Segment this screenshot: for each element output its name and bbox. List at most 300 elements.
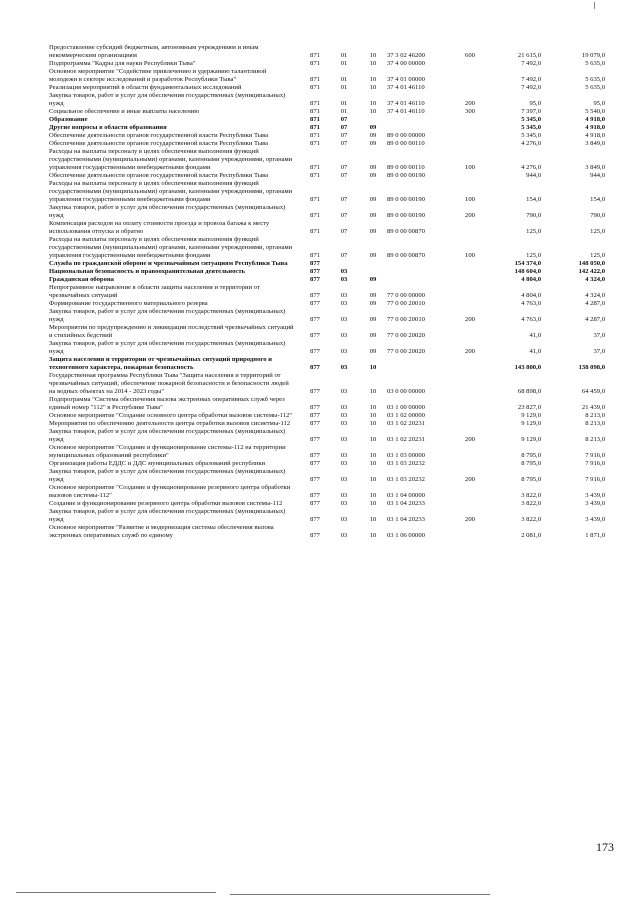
row-subsection: 10 <box>369 452 377 459</box>
row-subsection <box>359 260 387 268</box>
row-amount-actual: 8 213,0 <box>585 420 605 427</box>
row-expense-type <box>457 140 483 148</box>
row-expense-type <box>457 132 483 140</box>
row-name: Основное мероприятие "Развитие и модернизация системы обеспечения вызова экстренных оперативных служб по единому <box>49 524 274 539</box>
row-name: Основное мероприятие "Создание и функционирование резервного центра обработки вызовов системы-112" <box>49 484 291 499</box>
row-ministry-code: 877 <box>310 412 320 419</box>
row-ministry-code: 877 <box>310 388 320 395</box>
row-ministry-code: 877 <box>310 260 320 267</box>
row-name: Мероприятия по предупреждению и ликвидации последствий чрезвычайных ситуаций и стихийных бедствий <box>49 324 294 339</box>
row-ministry-code: 871 <box>310 60 320 67</box>
row-subsection: 09 <box>369 292 377 299</box>
row-amount-actual: 138 098,0 <box>578 364 605 371</box>
row-section: 03 <box>340 348 348 355</box>
row-section: 03 <box>340 404 348 411</box>
row-amount-actual: 7 916,0 <box>585 476 605 483</box>
row-amount-actual: 3 439,0 <box>585 516 605 523</box>
scan-mark <box>594 2 595 9</box>
row-expense-type <box>457 172 483 180</box>
row-expense-type: 200 <box>465 316 475 323</box>
row-name: Создание и функционирование резервного центра обработки вызовов системы-112 <box>49 500 283 507</box>
row-name: Подпрограмма "Система обеспечения вызова экстренных оперативных служб через единый номер "112" в Республике Тыва" <box>49 396 285 411</box>
table-row <box>49 356 605 372</box>
table-row <box>49 140 605 148</box>
row-amount-actual: 21 439,0 <box>581 404 605 411</box>
row-amount-plan: 9 129,0 <box>521 420 541 427</box>
row-target-article <box>387 356 457 372</box>
table-row <box>49 284 605 300</box>
row-target-article: 89 0 00 00870 <box>387 252 425 259</box>
row-section: 07 <box>340 252 348 259</box>
row-name: Обеспечение деятельности органов государственной власти Республики Тыва <box>49 132 269 139</box>
table-row <box>49 220 605 236</box>
row-section: 03 <box>340 316 348 323</box>
row-expense-type <box>457 444 483 460</box>
row-amount-plan: 5 345,0 <box>521 124 541 131</box>
row-section: 03 <box>340 516 348 523</box>
row-subsection: 10 <box>369 404 377 411</box>
table-row <box>49 460 605 468</box>
table-row <box>49 260 605 268</box>
row-target-article: 03 0 00 00000 <box>387 388 425 395</box>
row-target-article: 89 0 00 00870 <box>387 228 425 235</box>
table-row <box>49 276 605 284</box>
row-subsection: 10 <box>369 436 377 443</box>
row-amount-actual: 37,0 <box>593 348 605 355</box>
table-row <box>49 428 605 444</box>
row-target-article: 37 4 01 00000 <box>387 76 425 83</box>
row-amount-actual: 64 459,0 <box>581 388 605 395</box>
row-amount-actual: 3 439,0 <box>585 500 605 507</box>
row-amount-actual: 4 287,0 <box>585 300 605 307</box>
table-row <box>49 116 605 124</box>
table-row <box>49 180 605 204</box>
row-subsection: 09 <box>369 252 377 259</box>
row-amount-actual: 154,0 <box>590 196 605 203</box>
row-ministry-code: 877 <box>310 276 320 283</box>
row-section: 07 <box>340 164 348 171</box>
table-row <box>49 268 605 276</box>
row-expense-type <box>457 460 483 468</box>
row-name: Формирование государственного материального резерва <box>49 300 208 307</box>
row-amount-plan: 7 492,0 <box>521 60 541 67</box>
row-expense-type: 200 <box>465 516 475 523</box>
row-section: 03 <box>340 412 348 419</box>
table-row <box>49 324 605 340</box>
table-row <box>49 340 605 356</box>
row-ministry-code: 871 <box>310 132 320 139</box>
row-amount-actual: 5 635,0 <box>585 84 605 91</box>
table-row <box>49 148 605 172</box>
row-amount-actual: 142 422,0 <box>578 268 605 275</box>
row-name: Компенсация расходов на оплату стоимости проезда и провоза багажа к месту использования отпуска и обратно <box>49 220 270 235</box>
row-target-article: 03 1 02 00000 <box>387 412 425 419</box>
row-amount-plan: 154 374,0 <box>514 260 541 267</box>
row-target-article: 77 0 00 20010 <box>387 300 425 307</box>
row-expense-type <box>457 356 483 372</box>
row-ministry-code: 877 <box>310 452 320 459</box>
row-ministry-code: 877 <box>310 332 320 339</box>
row-amount-actual: 8 213,0 <box>585 412 605 419</box>
row-amount-actual: 4 324,0 <box>585 292 605 299</box>
row-subsection: 09 <box>369 228 377 235</box>
row-section: 03 <box>340 388 348 395</box>
row-subsection: 09 <box>369 300 377 307</box>
row-target-article: 03 1 04 20233 <box>387 500 425 507</box>
row-expense-type: 200 <box>465 348 475 355</box>
row-amount-actual: 5 635,0 <box>585 76 605 83</box>
table-row <box>49 396 605 412</box>
row-amount-actual: 7 916,0 <box>585 452 605 459</box>
row-subsection: 10 <box>369 420 377 427</box>
row-amount-plan: 4 763,0 <box>521 300 541 307</box>
row-section: 03 <box>340 532 348 539</box>
row-subsection: 09 <box>369 332 377 339</box>
row-target-article: 89 0 00 00190 <box>387 172 425 179</box>
row-target-article <box>387 124 457 132</box>
table-row <box>49 172 605 180</box>
row-section: 03 <box>340 500 348 507</box>
row-amount-actual: 790,0 <box>590 212 605 219</box>
row-amount-plan: 23 827,0 <box>517 404 541 411</box>
row-subsection: 10 <box>369 388 377 395</box>
row-amount-plan: 41,0 <box>529 332 541 339</box>
row-ministry-code: 877 <box>310 300 320 307</box>
row-amount-actual: 8 213,0 <box>585 436 605 443</box>
row-ministry-code: 871 <box>310 84 320 91</box>
table-row <box>49 124 605 132</box>
row-section: 07 <box>340 212 348 219</box>
row-amount-plan: 125,0 <box>526 228 541 235</box>
row-subsection: 10 <box>369 84 377 91</box>
row-subsection: 10 <box>369 532 377 539</box>
row-amount-actual: 5 635,0 <box>585 60 605 67</box>
table-row <box>49 132 605 140</box>
row-name: Организация работы ЕДДС и ДДС муниципальных образований республики <box>49 460 266 467</box>
table-row <box>49 308 605 324</box>
row-target-article: 03 1 02 20231 <box>387 436 425 443</box>
row-amount-plan: 3 822,0 <box>521 500 541 507</box>
row-name: Социальное обеспечение и иные выплаты населению <box>49 108 200 115</box>
row-ministry-code: 871 <box>310 124 320 131</box>
row-target-article: 37 3 02 46200 <box>387 52 425 59</box>
row-ministry-code: 877 <box>310 292 320 299</box>
row-expense-type <box>457 396 483 412</box>
row-subsection: 10 <box>369 492 377 499</box>
row-expense-type <box>457 124 483 132</box>
row-section: 03 <box>340 436 348 443</box>
row-name: Другие вопросы в области образования <box>49 124 167 131</box>
row-target-article: 77 0 00 20020 <box>387 348 425 355</box>
row-section: 03 <box>340 268 348 275</box>
row-amount-actual: 4 324,0 <box>585 276 605 283</box>
row-amount-plan: 7 397,0 <box>521 108 541 115</box>
row-amount-plan: 8 795,0 <box>521 476 541 483</box>
row-amount-plan: 143 800,0 <box>514 364 541 371</box>
row-amount-plan: 4 276,0 <box>521 140 541 147</box>
row-expense-type <box>457 260 483 268</box>
row-name: Государственная программа Республики Тыва "Защита населения и территорий от чрезвычайных ситуаций, обеспечение пожарной безопасности и безопасности людей на водных объектах на 2014 - 2023 годы" <box>49 372 289 395</box>
row-ministry-code: 877 <box>310 516 320 523</box>
row-expense-type <box>457 284 483 300</box>
table-row <box>49 508 605 524</box>
row-amount-actual: 3 849,0 <box>585 140 605 147</box>
row-name: Служба по гражданской обороне и чрезвычайным ситуациям Республики Тыва <box>49 260 288 267</box>
row-target-article: 03 1 02 20231 <box>387 420 425 427</box>
row-subsection: 10 <box>369 500 377 507</box>
row-section: 03 <box>340 420 348 427</box>
row-target-article <box>387 260 457 268</box>
row-section: 01 <box>340 108 348 115</box>
row-expense-type <box>457 372 483 396</box>
row-amount-actual: 95,0 <box>593 100 605 107</box>
row-target-article: 37 4 01 46110 <box>387 100 425 107</box>
row-target-article: 03 1 03 20232 <box>387 460 425 467</box>
table-row <box>49 412 605 420</box>
row-ministry-code: 877 <box>310 268 320 275</box>
row-amount-actual: 125,0 <box>590 228 605 235</box>
row-subsection: 10 <box>369 52 377 59</box>
row-section: 01 <box>340 100 348 107</box>
table-row <box>49 444 605 460</box>
row-section: 03 <box>340 276 348 283</box>
row-amount-actual: 3 849,0 <box>585 164 605 171</box>
row-name: Закупка товаров, работ и услуг для обеспечения государственных (муниципальных) нужд <box>49 508 286 523</box>
row-amount-actual: 1 871,0 <box>585 532 605 539</box>
row-ministry-code: 871 <box>310 228 320 235</box>
row-section: 03 <box>340 452 348 459</box>
row-name: Основное мероприятие "Создание основного центра обработки вызовов системы-112" <box>49 412 292 419</box>
row-section: 01 <box>340 60 348 67</box>
row-subsection: 09 <box>369 196 377 203</box>
row-ministry-code: 871 <box>310 116 320 123</box>
row-target-article: 03 1 03 20232 <box>387 476 425 483</box>
row-expense-type <box>457 324 483 340</box>
row-amount-plan: 790,0 <box>526 212 541 219</box>
table-row <box>49 500 605 508</box>
row-ministry-code: 871 <box>310 52 320 59</box>
row-section: 07 <box>340 116 348 123</box>
row-section: 07 <box>340 124 348 131</box>
row-expense-type <box>457 500 483 508</box>
row-target-article: 77 0 00 00000 <box>387 292 425 299</box>
row-expense-type <box>457 420 483 428</box>
row-amount-actual: 944,0 <box>590 172 605 179</box>
row-subsection: 09 <box>369 348 377 355</box>
row-expense-type: 100 <box>465 164 475 171</box>
row-target-article: 77 0 00 20010 <box>387 316 425 323</box>
row-target-article: 03 1 04 20233 <box>387 516 425 523</box>
row-amount-plan: 3 822,0 <box>521 492 541 499</box>
row-name: Закупка товаров, работ и услуг для обеспечения государственных (муниципальных) нужд <box>49 468 286 483</box>
row-ministry-code: 877 <box>310 492 320 499</box>
row-amount-plan: 21 615,0 <box>517 52 541 59</box>
row-section: 03 <box>340 300 348 307</box>
row-ministry-code: 871 <box>310 196 320 203</box>
table-row <box>49 108 605 116</box>
row-expense-type: 200 <box>465 436 475 443</box>
row-amount-plan: 4 804,0 <box>521 292 541 299</box>
row-expense-type: 200 <box>465 100 475 107</box>
row-target-article: 77 0 00 20020 <box>387 332 425 339</box>
row-amount-plan: 95,0 <box>529 100 541 107</box>
row-name: Непрограммное направление в области защиты населения и территории от чрезвычайных ситуаций <box>49 284 260 299</box>
row-expense-type: 200 <box>465 476 475 483</box>
row-ministry-code: 871 <box>310 100 320 107</box>
row-ministry-code: 877 <box>310 316 320 323</box>
row-ministry-code: 871 <box>310 108 320 115</box>
row-name: Закупка товаров, работ и услуг для обеспечения государственных (муниципальных) нужд <box>49 428 286 443</box>
row-target-article: 03 1 03 00000 <box>387 452 425 459</box>
row-amount-plan: 9 129,0 <box>521 436 541 443</box>
row-ministry-code: 871 <box>310 164 320 171</box>
row-expense-type: 300 <box>465 108 475 115</box>
row-target-article: 03 1 06 00000 <box>387 532 425 539</box>
row-amount-actual: 4 918,0 <box>585 124 605 131</box>
row-amount-plan: 4 763,0 <box>521 316 541 323</box>
row-target-article: 89 0 00 00110 <box>387 164 425 171</box>
row-target-article: 37 4 00 00000 <box>387 60 425 67</box>
row-amount-plan: 4 276,0 <box>521 164 541 171</box>
page-number: 173 <box>596 840 614 854</box>
row-section: 07 <box>340 196 348 203</box>
row-amount-plan: 5 345,0 <box>521 116 541 123</box>
row-subsection: 09 <box>369 276 377 283</box>
row-target-article: 03 1 00 00000 <box>387 404 425 411</box>
row-target-article <box>387 276 457 284</box>
row-expense-type <box>457 524 483 540</box>
row-subsection: 10 <box>369 460 377 467</box>
row-target-article <box>387 116 457 124</box>
row-subsection: 10 <box>369 516 377 523</box>
table-row <box>49 204 605 220</box>
row-ministry-code: 871 <box>310 212 320 219</box>
row-amount-plan: 8 795,0 <box>521 452 541 459</box>
table-row <box>49 60 605 68</box>
row-target-article: 89 0 00 00110 <box>387 140 425 147</box>
row-subsection <box>359 116 387 124</box>
row-name: Закупка товаров, работ и услуг для обеспечения государственных (муниципальных) нужд <box>49 340 286 355</box>
row-amount-actual: 4 918,0 <box>585 116 605 123</box>
table-row <box>49 84 605 92</box>
row-target-article <box>387 268 457 276</box>
row-ministry-code: 871 <box>310 76 320 83</box>
row-amount-plan: 2 081,0 <box>521 532 541 539</box>
row-amount-plan: 148 604,0 <box>514 268 541 275</box>
row-section: 03 <box>340 292 348 299</box>
row-amount-actual: 4 918,0 <box>585 132 605 139</box>
table-row <box>49 44 605 60</box>
row-subsection: 10 <box>369 100 377 107</box>
row-expense-type: 100 <box>465 196 475 203</box>
row-ministry-code: 877 <box>310 436 320 443</box>
row-expense-type <box>457 276 483 284</box>
row-name: Основное мероприятие "Содействие привлечению и удержанию талантливой молодежи в секторе исследований и разработок Республики Тыва" <box>49 68 267 83</box>
row-section: 01 <box>340 76 348 83</box>
row-section: 03 <box>340 492 348 499</box>
row-expense-type <box>457 300 483 308</box>
row-amount-actual: 125,0 <box>590 252 605 259</box>
table-row <box>49 468 605 484</box>
scan-edge-line <box>230 894 490 895</box>
row-section: 07 <box>340 132 348 139</box>
row-name: Расходы на выплаты персоналу в целях обеспечения выполнения функций государственными (муниципальными) органами, казенными учреждениями, органами управления государственными внебюджетными фондами <box>49 236 293 259</box>
row-amount-actual: 4 287,0 <box>585 316 605 323</box>
row-name: Мероприятия по обеспечению деятельности центра отработки вызовов сисиетмы-112 <box>49 420 291 427</box>
row-section: 03 <box>340 332 348 339</box>
row-expense-type <box>457 268 483 276</box>
table-row <box>49 372 605 396</box>
row-section: 07 <box>340 172 348 179</box>
row-subsection: 09 <box>369 124 377 131</box>
row-name: Защита населения и территории от чрезвычайных ситуаций природного и техногенного характера, пожарная безопасность <box>49 356 272 371</box>
row-section <box>329 260 359 268</box>
row-expense-type <box>457 60 483 68</box>
row-name: Предоставление субсидий бюджетным, автономным учреждениям и иным некоммерческим организациям <box>49 44 259 59</box>
row-expense-type <box>457 484 483 500</box>
row-expense-type <box>457 412 483 420</box>
row-target-article: 37 4 01 46110 <box>387 84 425 91</box>
table-row <box>49 68 605 84</box>
row-ministry-code: 877 <box>310 500 320 507</box>
table-row <box>49 300 605 308</box>
budget-table <box>49 44 605 540</box>
row-amount-actual: 7 916,0 <box>585 460 605 467</box>
scan-edge-line <box>16 892 216 893</box>
row-target-article: 89 0 00 00190 <box>387 196 425 203</box>
row-amount-plan: 5 345,0 <box>521 132 541 139</box>
row-subsection <box>359 268 387 276</box>
row-name: Основное мероприятие "Создание и функционирование системы-112 на территории муниципальных образований республики" <box>49 444 286 459</box>
row-amount-actual: 37,0 <box>593 332 605 339</box>
row-target-article: 37 4 01 46110 <box>387 108 425 115</box>
row-amount-actual: 5 540,0 <box>585 108 605 115</box>
row-name: Образование <box>49 116 88 123</box>
row-target-article: 03 1 04 00000 <box>387 492 425 499</box>
row-subsection: 10 <box>369 76 377 83</box>
row-expense-type <box>457 116 483 124</box>
row-name: Подпрограмма "Кадры для науки Республики Тыва" <box>49 60 196 67</box>
row-amount-actual: 19 079,0 <box>581 52 605 59</box>
row-section: 03 <box>340 460 348 467</box>
row-name: Расходы на выплаты персоналу в целях обеспечения выполнения функций государственными (муниципальными) органами, казенными учреждениями, органами управления государственными внебюджетными фондами <box>49 148 293 171</box>
row-name: Национальная безопасность и правоохранительная деятельность <box>49 268 246 275</box>
row-name: Закупка товаров, работ и услуг для обеспечения государственных (муниципальных) нужд <box>49 308 286 323</box>
row-amount-actual: 3 439,0 <box>585 492 605 499</box>
row-name: Закупка товаров, работ и услуг для обеспечения государственных (муниципальных) нужд <box>49 92 286 107</box>
row-expense-type: 200 <box>465 212 475 219</box>
row-subsection: 09 <box>369 140 377 147</box>
row-name: Расходы на выплаты персоналу в целях обеспечения выполнения функций государственными (муниципальными) органами, казенными учреждениями, органами управления государственными внебюджетными фондами <box>49 180 293 203</box>
table-row <box>49 524 605 540</box>
table-row <box>49 484 605 500</box>
row-amount-plan: 7 492,0 <box>521 76 541 83</box>
row-amount-plan: 8 795,0 <box>521 460 541 467</box>
row-subsection: 10 <box>369 364 377 371</box>
row-amount-plan: 154,0 <box>526 196 541 203</box>
table-body <box>49 44 605 540</box>
row-subsection: 10 <box>369 108 377 115</box>
row-name: Реализация мероприятий в области фундаментальных исследований <box>49 84 242 91</box>
row-name: Обеспечение деятельности органов государственной власти Республики Тыва <box>49 172 269 179</box>
row-ministry-code: 877 <box>310 476 320 483</box>
row-amount-plan: 3 822,0 <box>521 516 541 523</box>
row-section: 01 <box>340 84 348 91</box>
row-subsection: 09 <box>369 172 377 179</box>
row-section: 07 <box>340 228 348 235</box>
row-subsection: 09 <box>369 212 377 219</box>
row-expense-type: 100 <box>465 252 475 259</box>
